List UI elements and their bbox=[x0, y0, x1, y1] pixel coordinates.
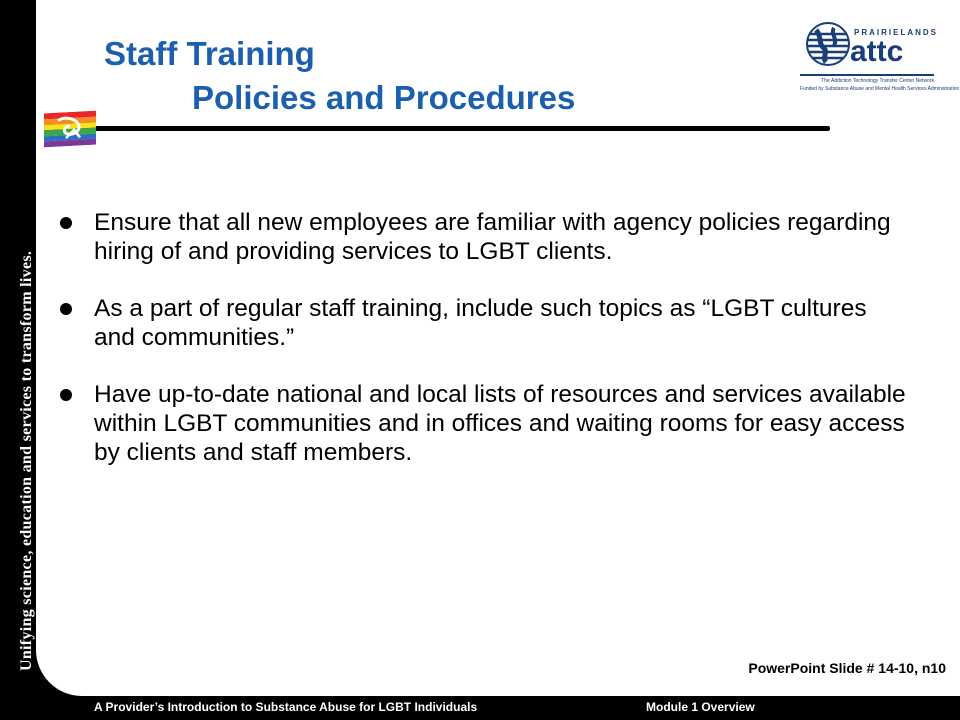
slide-title-line-1: Staff Training bbox=[104, 35, 315, 72]
bullet-dot-icon bbox=[60, 217, 72, 229]
bullet-text: Have up-to-date national and local lists of resources and services available within LGBT communities and in offices and waiting rooms for easy access by clients and staff members. bbox=[94, 381, 906, 466]
title-rule bbox=[44, 126, 830, 131]
logo-name: attc bbox=[850, 35, 904, 68]
footer-module: Module 1 Overview bbox=[646, 700, 755, 714]
logo-top-text: PRAIRIELANDS bbox=[854, 28, 939, 37]
globe-icon bbox=[804, 20, 852, 68]
bullet-item bbox=[60, 294, 910, 352]
logo-line-1: The Addiction Technology Transfer Center Network bbox=[821, 78, 934, 84]
bullet-item bbox=[60, 380, 910, 467]
bullet-text: As a part of regular staff training, include such topics as “LGBT cultures and communities.” bbox=[94, 295, 867, 351]
logo-line-2: Funded by Substance Abuse and Mental Health Services Administration bbox=[800, 86, 960, 92]
slide-number: PowerPoint Slide # 14-10, n10 bbox=[748, 660, 946, 676]
vertical-tagline: Unifying science, education and services to transform lives. bbox=[18, 250, 35, 671]
bullet-item bbox=[60, 208, 910, 266]
bullet-dot-icon bbox=[60, 389, 72, 401]
bullet-list bbox=[60, 208, 910, 495]
logo-rule bbox=[800, 74, 934, 76]
rainbow-flag-icon bbox=[44, 111, 96, 148]
bullet-text: Ensure that all new employees are familiar with agency policies regarding hiring of and providing services to LGBT clients. bbox=[94, 209, 891, 265]
attc-logo bbox=[800, 20, 960, 100]
slide-title-line-2: Policies and Procedures bbox=[192, 79, 576, 116]
bullet-dot-icon bbox=[60, 303, 72, 315]
footer-course-title: A Provider’s Introduction to Substance Abuse for LGBT Individuals bbox=[94, 700, 478, 714]
